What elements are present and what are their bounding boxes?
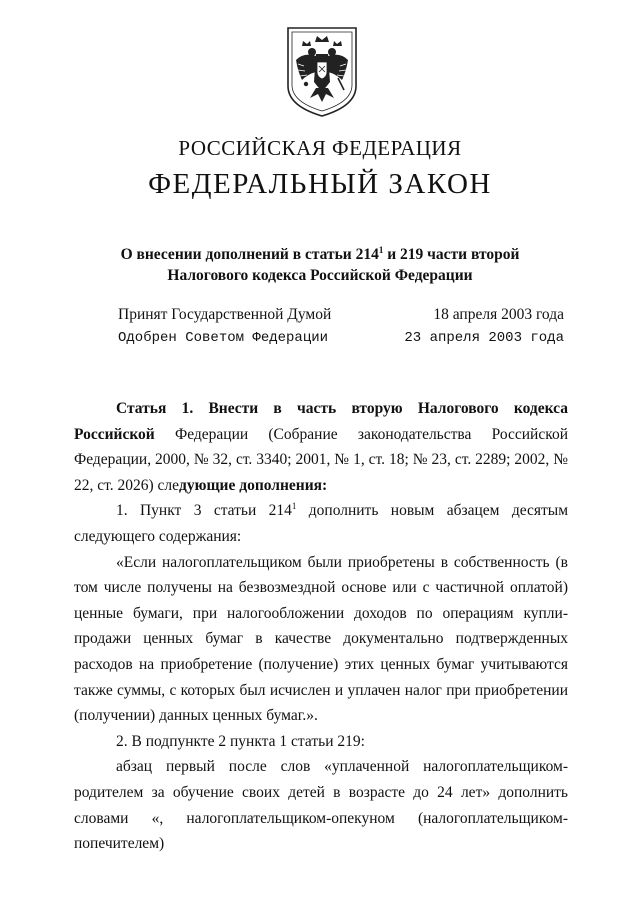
article-1-quote: «Если налогоплательщиком были приобретены в собственность (в том числе получены на безвозмездной основе или с частичной оплатой) ценные бумаги, при налогообложении доходов по операциям купли-продажи ценных бумаг в качестве документально подтвержденных расходов на приобретение (получение) этих ценных бумаг учитываются также суммы, с которых был исчислен и уплачен налог при приобретении (получении) данных ценных бумаг.».	[74, 553, 568, 725]
article-1-item-2-text: абзац первый после слов «уплаченной налогоплательщиком-родителем за обучение своих детей в возрасте до 24 лет» дополнить словами «, налогоплательщиком-опекуном (налогоплательщиком-попечителем)	[74, 758, 568, 853]
article-1-item-1: 1. Пункт 3 статьи $214^1$ дополнить новым абзацем десятым следующего содержания:	[74, 501, 568, 545]
law-title-line-2: Налогового кодекса Российской Федерации	[167, 267, 473, 284]
article-1-intro: Статья 1. Внести в часть вторую Налогового кодекса Российской Федерации (Собрание законодательства Российской Федерации, 2000, № 32, ст. 3340; 2001, № 1, ст. 18; № 23, ст. 2289; 2002, № 22, ст. 2026) следующие дополнения:	[74, 400, 569, 494]
duma-adoption-label: Принят Государственной Думой	[118, 306, 332, 323]
article-1-body	[74, 396, 568, 857]
law-title-line-1: О внесении дополнений в статьи $214^1$ и 219 части второй	[120, 245, 520, 263]
country-heading: РОССИЙСКАЯ ФЕДЕРАЦИЯ	[178, 136, 462, 160]
article-1-item-2: 2. В подпункте 2 пункта 1 статьи 219:	[116, 732, 365, 750]
article-heading: Статья 1.	[116, 400, 194, 417]
council-approval-date: 23 апреля 2003 года	[404, 330, 564, 346]
law-title	[0, 244, 640, 286]
document-type-heading: ФЕДЕРАЛЬНЫЙ ЗАКОН	[148, 168, 492, 200]
council-approval-label: Одобрен Советом Федерации	[118, 330, 329, 346]
russian-coat-of-arms-icon	[282, 22, 362, 120]
duma-adoption-date: 18 апреля 2003 года	[433, 306, 564, 323]
